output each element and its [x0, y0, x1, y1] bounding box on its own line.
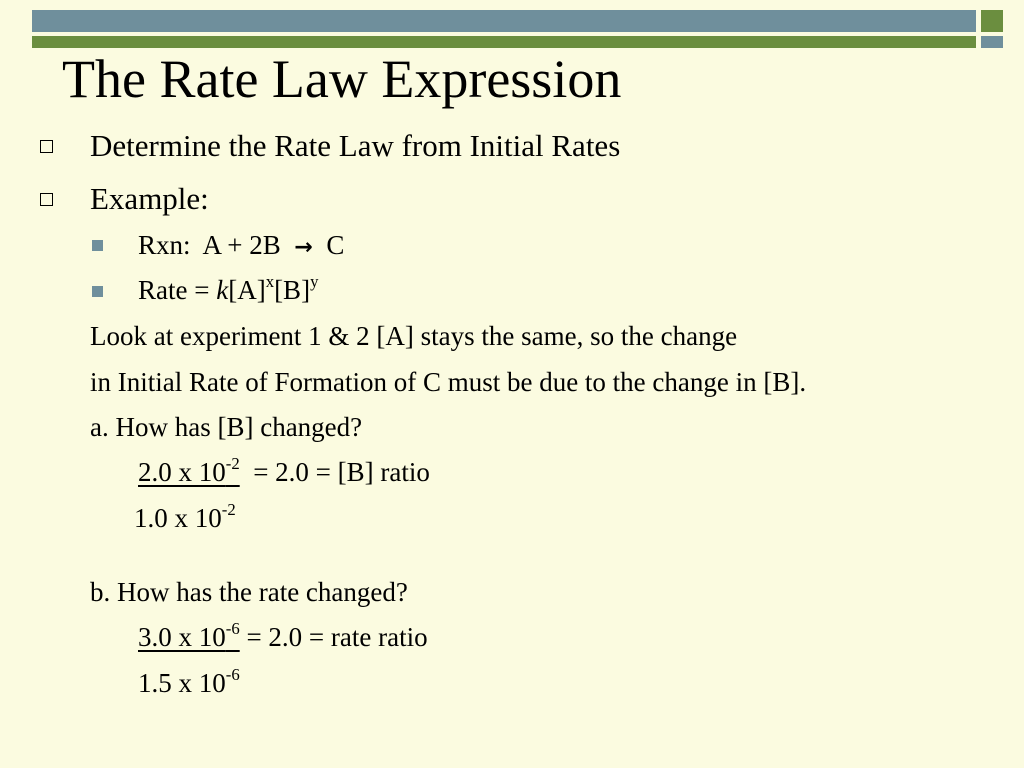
rate-conc-b: [B] [274, 275, 311, 305]
hollow-square-bullet-icon [40, 140, 53, 153]
bullet-example: Example: [90, 181, 209, 216]
header-square-top [981, 10, 1003, 32]
hollow-square-bullet-icon [40, 193, 53, 206]
rate-ratio-result: = 2.0 = rate ratio [246, 622, 428, 652]
b-ratio-line [138, 456, 430, 488]
rate-numerator-base: 3.0 x 10 [138, 622, 226, 652]
slide-title: The Rate Law Expression [62, 49, 622, 109]
bullet-determine-rate-law: Determine the Rate Law from Initial Rates [90, 128, 621, 163]
rate-denominator [138, 667, 240, 699]
rate-numerator [138, 619, 240, 652]
rate-ratio-line [138, 621, 428, 653]
reaction-line [138, 229, 344, 263]
filled-square-bullet-icon [92, 240, 103, 251]
rate-order-y: y [310, 272, 319, 291]
right-arrow-icon: → [294, 234, 313, 260]
rate-conc-a: [A] [228, 275, 266, 305]
b-numerator [138, 454, 240, 487]
rate-numerator-exp: -6 [225, 619, 240, 638]
header-square-bottom [981, 36, 1003, 48]
rate-denominator-exp: -6 [225, 665, 240, 684]
explanation-line-2: in Initial Rate of Formation of C must be due to the change in [B]. [90, 367, 807, 397]
header-bar-top [32, 10, 976, 32]
b-ratio-result: = 2.0 = [B] ratio [253, 457, 430, 487]
rate-prefix: Rate = [138, 275, 217, 305]
rate-constant-k: k [216, 275, 229, 305]
rate-order-x: x [265, 272, 275, 291]
rate-equation [138, 274, 318, 306]
b-denominator-exp: -2 [221, 500, 236, 519]
rate-denominator-base: 1.5 x 10 [138, 668, 226, 698]
filled-square-bullet-icon [92, 286, 103, 297]
rxn-reactants: A + 2B [202, 230, 281, 260]
rxn-label: Rxn: [138, 230, 191, 260]
question-a: a. How has [B] changed? [90, 412, 363, 442]
question-b: b. How has the rate changed? [90, 577, 408, 607]
b-numerator-base: 2.0 x 10 [138, 457, 226, 487]
rxn-product: C [326, 230, 345, 260]
b-denominator [134, 502, 236, 534]
explanation-line-1: Look at experiment 1 & 2 [A] stays the same, so the change [90, 321, 738, 351]
b-numerator-exp: -2 [225, 454, 240, 473]
b-denominator-base: 1.0 x 10 [134, 503, 222, 533]
